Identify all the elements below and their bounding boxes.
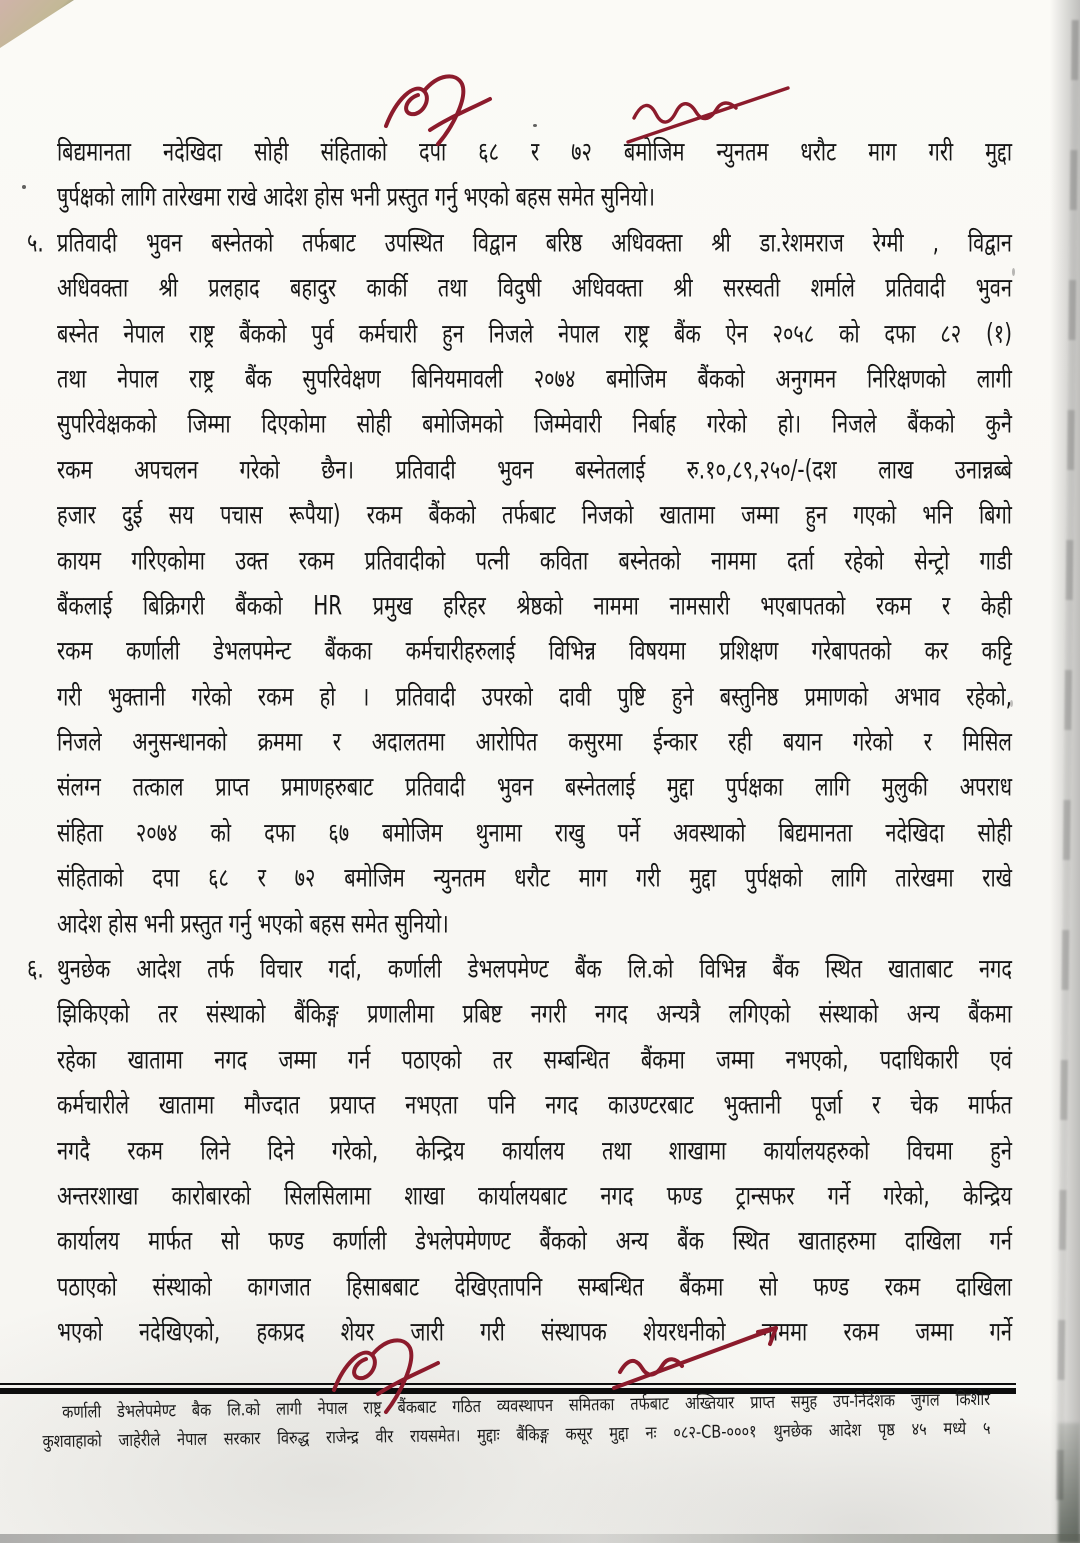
- body-line: रहेका खातामा नगद जम्मा गर्न पठाएको तर सम्बन्धित बैंकमा जम्मा नभएको, पदाधिकारी एवं: [57, 1043, 1012, 1075]
- ink-speck: [22, 185, 26, 189]
- body-line: संलग्न तत्काल प्राप्त प्रमाणहरुबाट प्रतिवादी भुवन बस्नेतलाई मुद्दा पुर्पक्षका लागि मुलुकी अपराध: [57, 770, 1012, 803]
- body-line: पुर्पक्षको लागि तारेखमा राखे आदेश होस भनी प्रस्तुत गर्नु भएको बहस समेत सुनियो।: [57, 180, 655, 213]
- body-text: [27, 131, 1012, 1357]
- body-line: ५. प्रतिवादी भुवन बस्नेतको तर्फबाट उपस्थित विद्वान बरिष्ठ अधिवक्ता श्री डा.रेशमराज रेग्मी , विद्वान: [57, 213, 1012, 273]
- ink-speck: [1012, 268, 1015, 276]
- paragraph-number: ५.: [27, 226, 44, 258]
- body-line: हजार दुई सय पचास रूपैया) रकम बैंकको तर्फबाट निजको खातामा जम्मा हुन गएको भनि बिगो: [57, 498, 1012, 531]
- footer-line: कुशवाहाको जाहेरीले नेपाल सरकार विरुद्ध राजेन्द्र वीर रायसमेत। मुद्दाः बैंकिङ्ग कसूर मुद्दा नः ०८२-CB-०००१ थुनछेक आदेश पृष्ठ ४५ मध्ये ५: [42, 1419, 991, 1453]
- body-line: बैंकलाई बिक्रिगरी बैंकको HR प्रमुख हरिहर श्रेष्ठको नाममा नामसारी भएबापतको रकम र केही: [57, 589, 1012, 622]
- body-line: भएको नदेखिएको, हकप्रद शेयर जारी गरी संस्थापक शेयरधनीको नाममा रकम जम्मा गर्ने: [57, 1315, 1012, 1348]
- body-line: निजले अनुसन्धानको क्रममा र अदालतमा आरोपित कसुरमा ईन्कार रही बयान गरेको र मिसिल: [57, 725, 1012, 758]
- body-line: तथा नेपाल राष्ट्र बैंक सुपरिवेक्षण बिनियमावली २०७४ बमोजिम बैंकको अनुगमन निरिक्षणको लागी: [57, 362, 1012, 395]
- body-line: संहिता २०७४ को दफा ६७ बमोजिम थुनामा राखु पर्ने अवस्थाको बिद्यमानता नदेखिदा सोही: [57, 816, 1012, 849]
- scan-bottom-edge: [0, 1534, 1080, 1543]
- body-line: बिद्यमानता नदेखिदा सोही संहिताको दपा ६८ र ७२ बमोजिम न्युनतम धरौट माग गरी मुद्दा: [57, 135, 1012, 168]
- body-line: सुपरिवेक्षकको जिम्मा दिएकोमा सोही बमोजिमको जिम्मेवारी निर्बाह गरेको हो। निजले बैंकको कुनै: [57, 407, 1012, 440]
- footer-note: [42, 1387, 991, 1458]
- body-line: अधिवक्ता श्री प्रलहाद बहादुर कार्की तथा विदुषी अधिवक्ता श्री सरस्वती शर्माले प्रतिवादी भुवन: [57, 271, 1012, 304]
- body-line: कायम गरिएकोमा उक्त रकम प्रतिवादीको पत्नी कविता बस्नेतको नाममा दर्ता रहेको सेन्ट्रो गाडी: [57, 544, 1012, 576]
- body-line: आदेश होस भनी प्रस्तुत गर्नु भएको बहस समेत सुनियो।: [57, 907, 449, 939]
- body-line: पठाएको संस्थाको कागजात हिसाबबाट देखिएतापनि सम्बन्धित बैंकमा सो फण्ड रकम दाखिला: [57, 1270, 1012, 1302]
- body-line: अन्तरशाखा कारोबारको सिलसिलामा शाखा कार्यालयबाट नगद फण्ड ट्रान्सफर गर्ने गरेको, केन्द्रिय: [57, 1179, 1012, 1212]
- body-line: कर्मचारीले खातामा मौज्दात प्रयाप्त नभएता पनि नगद काउण्टरबाट भुक्तानी पूर्जा र चेक मार्फत: [57, 1088, 1012, 1121]
- body-line: गरी भुक्तानी गरेको रकम हो । प्रतिवादी उपरको दावी पुष्टि हुने बस्तुनिष्ठ प्रमाणको अभाव रहेको,: [57, 680, 1012, 712]
- paragraph-number: ६.: [27, 952, 44, 985]
- body-line: बस्नेत नेपाल राष्ट्र बैंकको पुर्व कर्मचारी हुन निजले नेपाल राष्ट्र बैंक ऐन २०५८ को दफा ८२ (१): [57, 317, 1012, 349]
- footer-line: कर्णाली डेभलेपमेण्ट बैक लि.को लागी नेपाल राष्ट्र बैंकबाट गठित व्यवस्थापन समितका तर्फबाट अख्तियार प्राप्त समुह उप-निर्देशक जुगल किशोर: [62, 1390, 991, 1423]
- body-line: झिकिएको तर संस्थाको बैंकिङ्ग प्रणालीमा प्रबिष्ट नगरी नगद अन्यत्रै लगिएको संस्थाको अन्य बैंकमा: [57, 997, 1012, 1030]
- body-line: नगदै रकम लिने दिने गरेको, केन्द्रिय कार्यालय तथा शाखामा कार्यालयहरुको विचमा हुने: [57, 1134, 1012, 1166]
- bottom-right-edge-shadow: [1058, 1423, 1080, 1543]
- body-line: कार्यालय मार्फत सो फण्ड कर्णाली डेभलेपमेणण्ट बैंकको अन्य बैंक स्थित खाताहरुमा दाखिला गर्न: [57, 1224, 1012, 1257]
- body-line: संहिताको दपा ६८ र ७२ बमोजिम न्युनतम धरौट माग गरी मुद्दा पुर्पक्षको लागि तारेखमा राखे: [57, 861, 1012, 894]
- body-line: ६. थुनछेक आदेश तर्फ विचार गर्दा, कर्णाली डेभलपमेण्ट बैंक लि.को विभिन्न बैंक स्थित खाताबाट नगद: [57, 939, 1012, 999]
- body-line: रकम कर्णाली डेभलपमेन्ट बैंकका कर्मचारीहरुलाई विभिन्न विषयमा प्रशिक्षण गरेबापतको कर कट्टि: [57, 634, 1012, 667]
- scan-corner-artifact: [0, 0, 74, 48]
- body-line: रकम अपचलन गरेको छैन। प्रतिवादी भुवन बस्नेतलाई रु.१०,८९,२५०/-(दश लाख उनान्नब्बे: [57, 453, 1012, 485]
